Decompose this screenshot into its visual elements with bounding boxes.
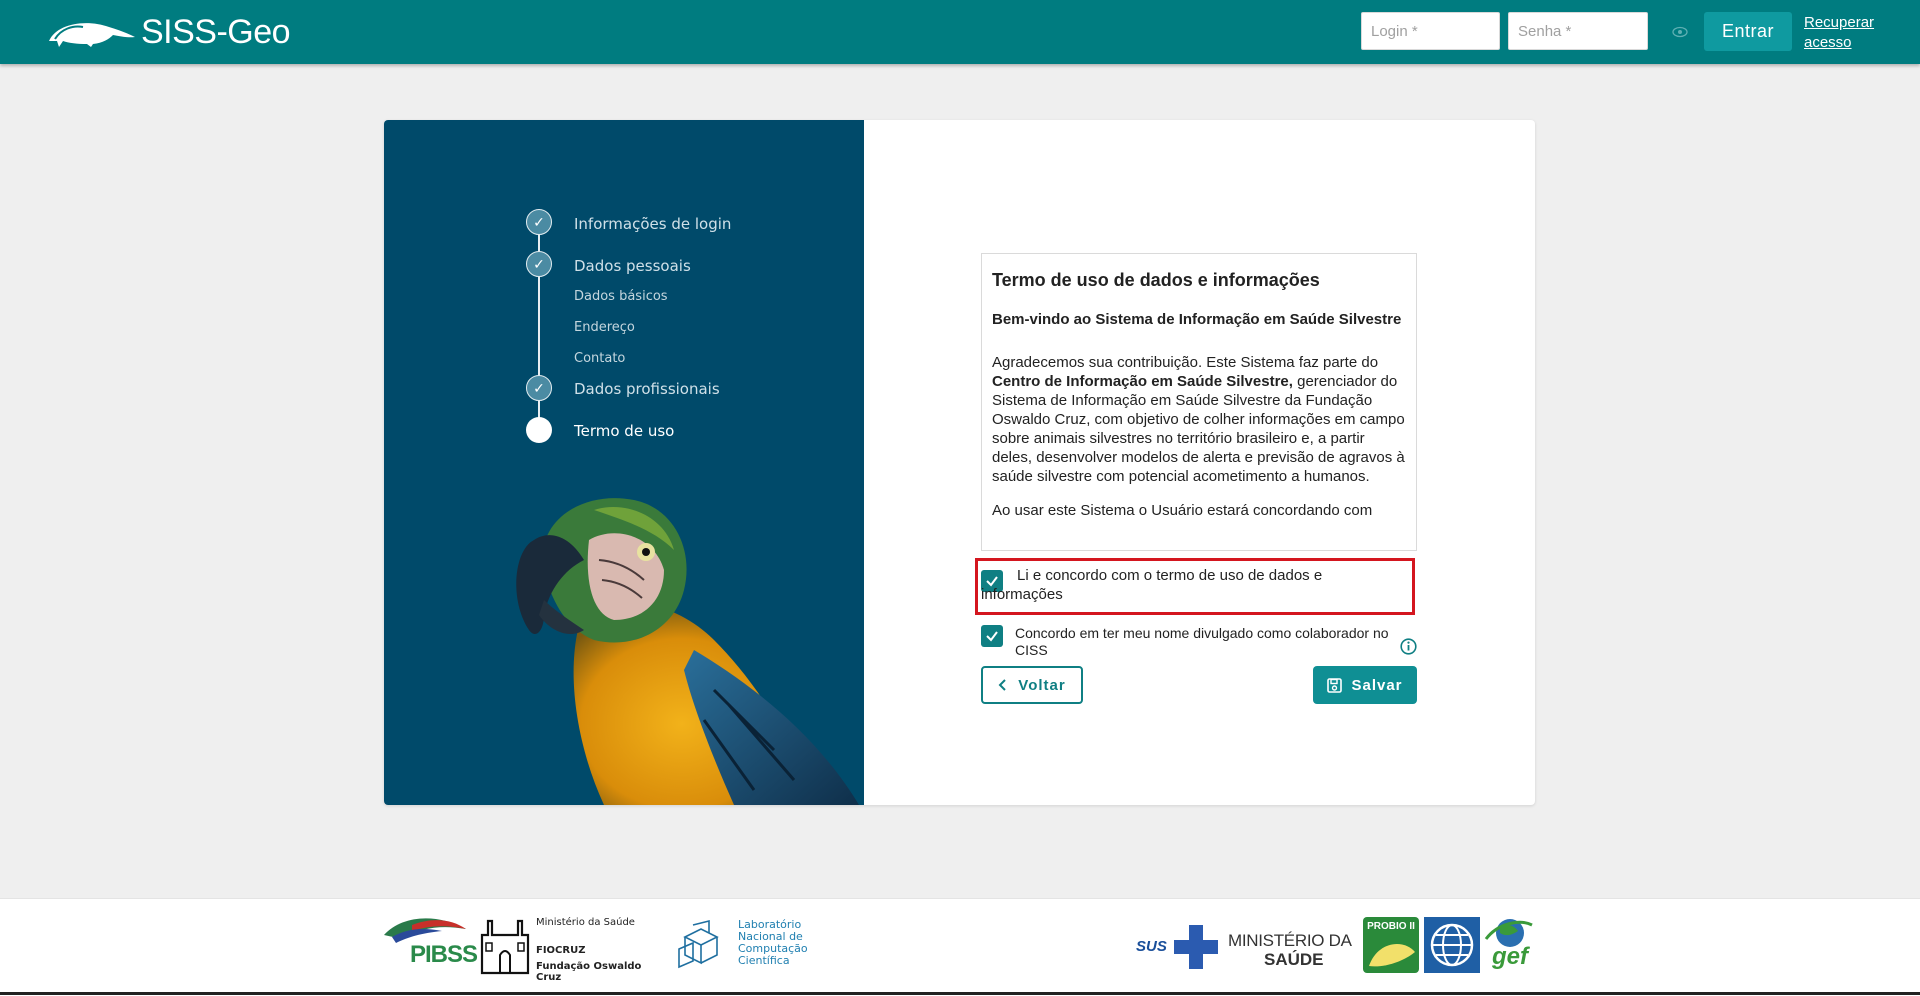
step-terms-of-use[interactable]: Termo de uso — [574, 422, 675, 440]
lncc-logo — [675, 919, 815, 979]
sus-text: SUS — [1136, 938, 1167, 955]
fundacao-text: Fundação Oswaldo Cruz — [536, 961, 642, 983]
substep-address[interactable]: Endereço — [574, 320, 635, 335]
probio-text: PROBIO II — [1367, 921, 1415, 932]
sus-cross-icon — [1174, 925, 1218, 969]
world-bank-globe-icon — [1424, 917, 1480, 973]
gef-logo — [1484, 915, 1538, 979]
terms-panel — [864, 120, 1535, 805]
accept-terms-label[interactable]: Li e concordo com o termo de uso de dados e informações — [981, 567, 1323, 603]
publish-name-label[interactable]: Concordo em ter meu nome divulgado como colaborador no CISS — [1015, 625, 1389, 658]
login-input[interactable] — [1361, 12, 1500, 50]
password-input[interactable] — [1508, 12, 1648, 50]
substep-basic-data[interactable]: Dados básicos — [574, 289, 668, 304]
siss-geo-logo[interactable] — [47, 12, 290, 52]
recover-access-link[interactable]: Recuperar acesso — [1804, 14, 1875, 51]
terms-scroll-box[interactable] — [981, 253, 1417, 551]
save-button[interactable] — [1313, 666, 1417, 704]
lncc-text: Laboratório Nacional de Computação Científica — [738, 918, 808, 967]
lncc-cube-icon — [675, 919, 727, 971]
app-name: SISS-Geo — [141, 12, 291, 51]
registration-card — [384, 120, 1535, 805]
back-button[interactable] — [981, 666, 1083, 704]
check-icon — [985, 629, 999, 643]
save-icon — [1327, 678, 1342, 693]
terms-paragraph-1: Agradecemos sua contribuição. Este Sistema faz parte do Centro de Informação em Saúde Silvestre, gerenciador do Sistema de Informação em Saúde Silvestre da Fundação Oswaldo Cruz, com objetivo de colher informações em campo sobre animais silvestres no território brasileiro e, a partir deles, desenvolver modelos de alerta e previsão de agravos à saúde silvestre com potencial acometimento a humanos. — [992, 354, 1405, 485]
saude-text: SAÚDE — [1264, 950, 1324, 969]
publish-name-row[interactable] — [981, 625, 1395, 659]
fiocruz-logo — [478, 915, 668, 981]
publish-name-checkbox[interactable] — [981, 625, 1003, 647]
step-done-check-icon: ✓ — [526, 251, 552, 277]
fiocruz-castle-icon — [478, 915, 532, 975]
step-done-check-icon: ✓ — [526, 375, 552, 401]
gef-text: gef — [1492, 943, 1528, 970]
terms-paragraph-2: Ao usar este Sistema o Usuário estará concordando com — [992, 502, 1373, 519]
probio-logo — [1363, 917, 1419, 973]
step-done-check-icon: ✓ — [526, 209, 552, 235]
terms-title: Termo de uso de dados e informações — [992, 270, 1320, 290]
login-button[interactable]: Entrar — [1704, 12, 1792, 51]
probio-leaf-icon — [1363, 932, 1419, 972]
info-icon[interactable] — [1400, 638, 1417, 655]
step-personal-data[interactable]: Dados pessoais — [574, 257, 691, 275]
macaw-illustration — [514, 490, 864, 805]
chevron-left-icon — [998, 679, 1008, 691]
top-bar — [0, 0, 1920, 64]
save-button-label: Salvar — [1351, 676, 1403, 694]
highlight-annotation — [975, 558, 1415, 615]
sus-ministerio-logo — [1136, 925, 1356, 985]
fiocruz-text: FIOCRUZ — [536, 945, 586, 956]
pibss-text: PIBSS — [410, 941, 478, 968]
substep-contact[interactable]: Contato — [574, 351, 626, 366]
terms-welcome: Bem-vindo ao Sistema de Informação em Saúde Silvestre — [992, 311, 1402, 328]
footer — [0, 898, 1920, 996]
show-password-icon[interactable] — [1672, 24, 1688, 40]
back-button-label: Voltar — [1018, 676, 1066, 694]
stepper-panel — [384, 120, 864, 805]
pibss-logo — [382, 913, 478, 979]
step-current-dot-icon — [526, 417, 552, 443]
step-login-info[interactable]: Informações de login — [574, 215, 732, 233]
ministerio-saude-small: Ministério da Saúde — [536, 917, 635, 928]
step-professional-data[interactable]: Dados profissionais — [574, 380, 720, 398]
ministerio-text: MINISTÉRIO DA — [1228, 931, 1352, 950]
anteater-icon — [47, 17, 137, 47]
